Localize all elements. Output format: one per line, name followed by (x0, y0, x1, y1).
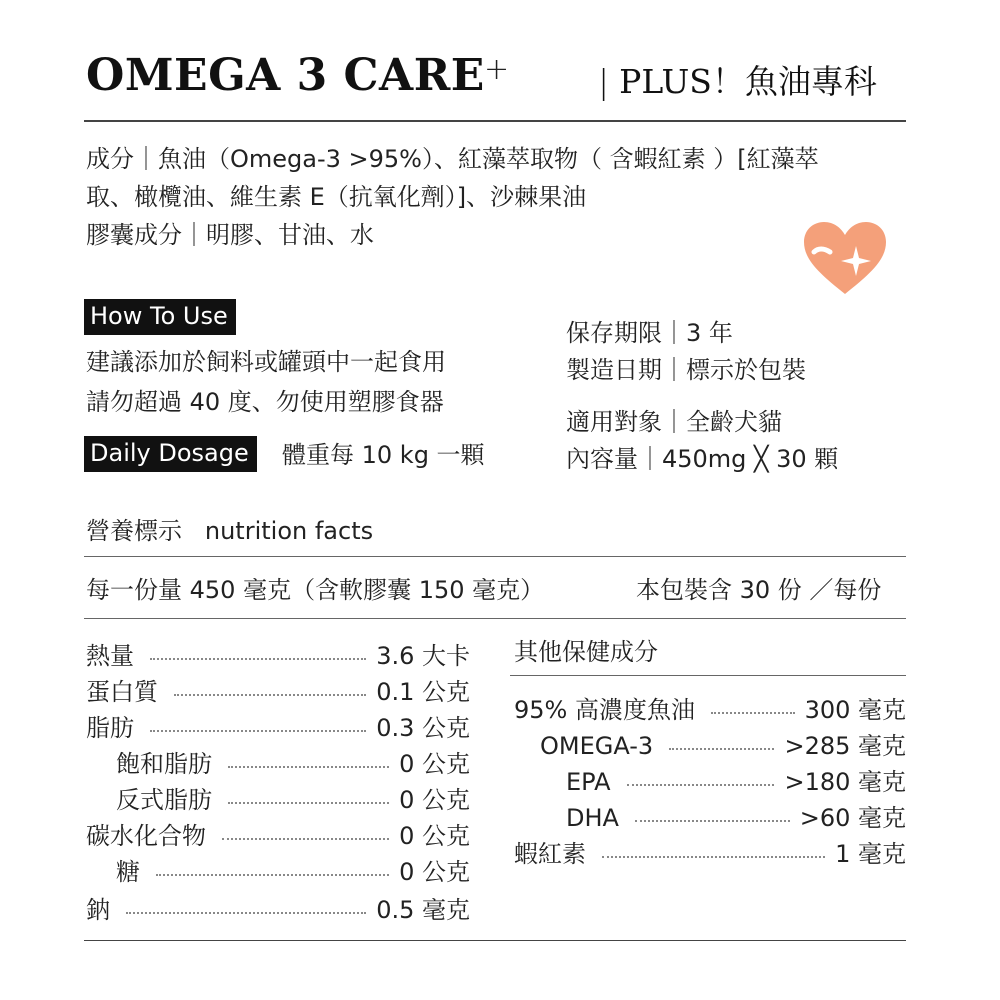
dotted-leader (126, 912, 366, 914)
servings-per-package: 本包裝含 30 份 ／每份 (636, 576, 882, 604)
dotted-leader (150, 658, 366, 660)
heart-sparkle-logo-icon (800, 218, 890, 298)
bottom-divider (84, 940, 906, 941)
nutrient-value: 0 公克 (399, 858, 470, 886)
nutrition-section-title: 營養標示 nutrition facts (86, 517, 374, 545)
health-ingredient-value: >285 毫克 (784, 732, 906, 760)
nutrient-value: 0.3 公克 (376, 714, 470, 742)
health-ingredient-label: 蝦紅素 (514, 840, 586, 868)
nutrient-label: 糖 (116, 858, 140, 886)
serving-size: 每一份量 450 毫克（含軟膠囊 150 毫克） (86, 576, 545, 604)
nutrition-row (86, 672, 470, 707)
nutrient-label: 碳水化合物 (86, 822, 206, 850)
nutrient-label: 反式脂肪 (116, 786, 212, 814)
dotted-leader (174, 694, 366, 696)
dotted-leader (228, 766, 389, 768)
dotted-leader (669, 748, 774, 750)
ingredients-line: 成分｜魚油（Omega-3 >95%）、紅藻萃取物（ 含蝦紅素 ）[紅藻萃 (86, 145, 819, 173)
health-ingredient-value: >60 毫克 (799, 804, 906, 832)
usage-instruction: 建議添加於飼料或罐頭中一起食用 (86, 348, 446, 376)
dotted-leader (222, 838, 389, 840)
nutrition-row (116, 852, 470, 887)
product-subtitle (598, 56, 877, 103)
other-ingredients-divider (510, 675, 906, 676)
health-ingredient-row (540, 726, 906, 761)
health-ingredient-value: >180 毫克 (784, 768, 906, 796)
serving-divider (84, 618, 906, 619)
dotted-leader (156, 874, 389, 876)
dotted-leader (602, 856, 825, 858)
nutrient-value: 0 公克 (399, 822, 470, 850)
health-ingredient-row (566, 798, 906, 833)
nutrient-value: 0 公克 (399, 750, 470, 778)
nutrient-value: 3.6 大卡 (376, 642, 470, 670)
health-ingredient-value: 1 毫克 (835, 840, 906, 868)
nutrition-row (86, 816, 470, 851)
how-to-use-tag: How To Use (84, 299, 236, 335)
other-ingredients-title: 其他保健成分 (514, 638, 658, 666)
nutrient-label: 鈉 (86, 896, 110, 924)
health-ingredient-label: EPA (566, 768, 611, 796)
dotted-leader (228, 802, 389, 804)
health-ingredient-row (514, 834, 906, 869)
health-ingredient-label: OMEGA-3 (540, 732, 654, 760)
usage-warning: 請勿超過 40 度、勿使用塑膠食器 (86, 388, 444, 416)
nutrient-label: 蛋白質 (86, 678, 158, 706)
health-ingredient-value: 300 毫克 (804, 696, 906, 724)
nutrition-row (86, 636, 470, 671)
shelf-life: 保存期限｜3 年 (566, 319, 733, 347)
nutrient-label: 飽和脂肪 (116, 750, 212, 778)
dosage-text: 體重每 10 kg 一顆 (282, 441, 485, 469)
ingredients-line: 取、橄欖油、維生素 E（抗氧化劑）]、沙棘果油 (86, 183, 587, 211)
net-content: 內容量｜450mg ╳ 30 顆 (566, 445, 839, 473)
nutrient-label: 熱量 (86, 642, 134, 670)
dotted-leader (627, 784, 775, 786)
subtitle-text: PLUS！魚油專科 (619, 62, 877, 101)
nutrition-row (116, 744, 470, 779)
health-ingredient-label: DHA (566, 804, 619, 832)
manufacture-date: 製造日期｜標示於包裝 (566, 356, 806, 384)
dotted-leader (150, 730, 366, 732)
target-audience: 適用對象｜全齡犬貓 (566, 408, 782, 436)
nutrition-top-divider (84, 556, 906, 557)
plus-mark: + (484, 52, 510, 87)
nutrient-value: 0.1 公克 (376, 678, 470, 706)
product-title: OMEGA 3 CARE (86, 50, 485, 101)
dotted-leader (635, 820, 790, 822)
health-ingredient-row (566, 762, 906, 797)
header-divider (84, 120, 906, 122)
title-separator: | (598, 62, 610, 101)
capsule-ingredients: 膠囊成分｜明膠、甘油、水 (86, 221, 374, 249)
nutrient-label: 脂肪 (86, 714, 134, 742)
health-ingredient-label: 95% 高濃度魚油 (514, 696, 695, 724)
dotted-leader (711, 712, 795, 714)
daily-dosage-tag: Daily Dosage (84, 436, 257, 472)
nutrition-row (86, 708, 470, 743)
nutrition-row (86, 890, 470, 925)
nutrient-value: 0.5 毫克 (376, 896, 470, 924)
nutrient-value: 0 公克 (399, 786, 470, 814)
ingredients-block (86, 140, 916, 254)
health-ingredient-row (514, 690, 906, 725)
nutrition-row (116, 780, 470, 815)
